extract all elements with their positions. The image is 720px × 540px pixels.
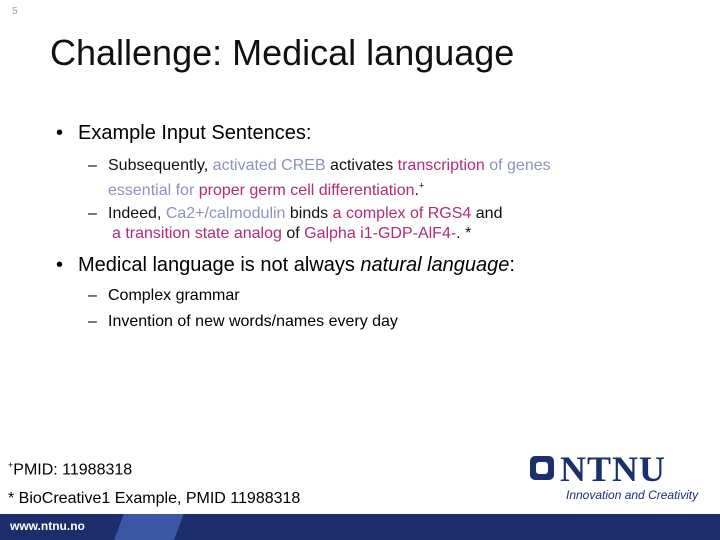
bullet-example-sentences [56, 122, 311, 145]
dash: – [88, 157, 97, 174]
text-run: a complex of RGS4 [332, 205, 472, 222]
text-run: Galpha i1-GDP-AlF4- [304, 225, 457, 242]
bullet-medical-language [56, 254, 515, 277]
text-run: proper germ cell differentiation [194, 182, 415, 200]
footnote-pmid [8, 460, 132, 479]
footnote-marker: + [8, 460, 14, 470]
text-run: a transition state analog [112, 225, 282, 242]
sub-bullet-complex-grammar [88, 286, 240, 306]
text-run: of genes [484, 157, 551, 174]
text-run: binds [285, 205, 333, 222]
bullet-text-end: : [509, 254, 515, 276]
footnote-biocreative: * BioCreative1 Example, PMID 11988318 [8, 490, 301, 507]
ntnu-logo [528, 449, 699, 508]
text-run: Subsequently, [108, 157, 213, 174]
bullet-text-plain: Medical language is not always [78, 254, 361, 276]
bullet-dot: • [56, 254, 64, 276]
sub-bullet-text: Complex grammar [108, 287, 240, 304]
footnote-pmid-text: PMID: 11988318 [13, 461, 133, 479]
dash: – [88, 287, 97, 304]
text-run: transcription [397, 157, 485, 174]
ntnu-logo-mark-icon [530, 456, 554, 480]
sub-bullet-sentence-2 [88, 204, 502, 244]
slide-number: 5 [12, 6, 18, 17]
text-run: . [414, 182, 419, 200]
text-run: of [281, 225, 305, 242]
ntnu-logo-tagline: Innovation and Creativity [566, 488, 699, 502]
footer-bar [0, 514, 720, 540]
dash: – [88, 205, 97, 222]
text-run: + [418, 181, 425, 191]
sentence-2-line-1 [108, 205, 502, 222]
bullet-text-italic: natural language [360, 254, 510, 276]
sentence-1-line-1 [108, 157, 551, 174]
footer-wedge-decoration [109, 514, 191, 540]
text-run: Ca2+/calmodulin [165, 205, 286, 222]
bullet-dot: • [56, 122, 64, 144]
text-run: Indeed, [108, 205, 166, 222]
sub-bullet-invention [88, 312, 398, 332]
text-run: . * [456, 225, 472, 242]
text-run: and [471, 205, 503, 222]
sentence-1-line-2 [108, 182, 424, 199]
text-run: activates [325, 157, 398, 174]
sub-bullet-text: Invention of new words/names every day [108, 313, 398, 330]
ntnu-logo-text: NTNU [560, 449, 667, 489]
sentence-2-line-2 [112, 225, 471, 242]
text-run: activated CREB [212, 157, 326, 174]
footer-url: www.ntnu.no [10, 519, 85, 533]
bullet-text: Example Input Sentences: [78, 122, 312, 144]
sub-bullet-sentence-1 [88, 156, 551, 201]
dash: – [88, 313, 97, 330]
text-run: essential for [108, 182, 195, 200]
slide-title: Challenge: Medical language [50, 32, 515, 73]
